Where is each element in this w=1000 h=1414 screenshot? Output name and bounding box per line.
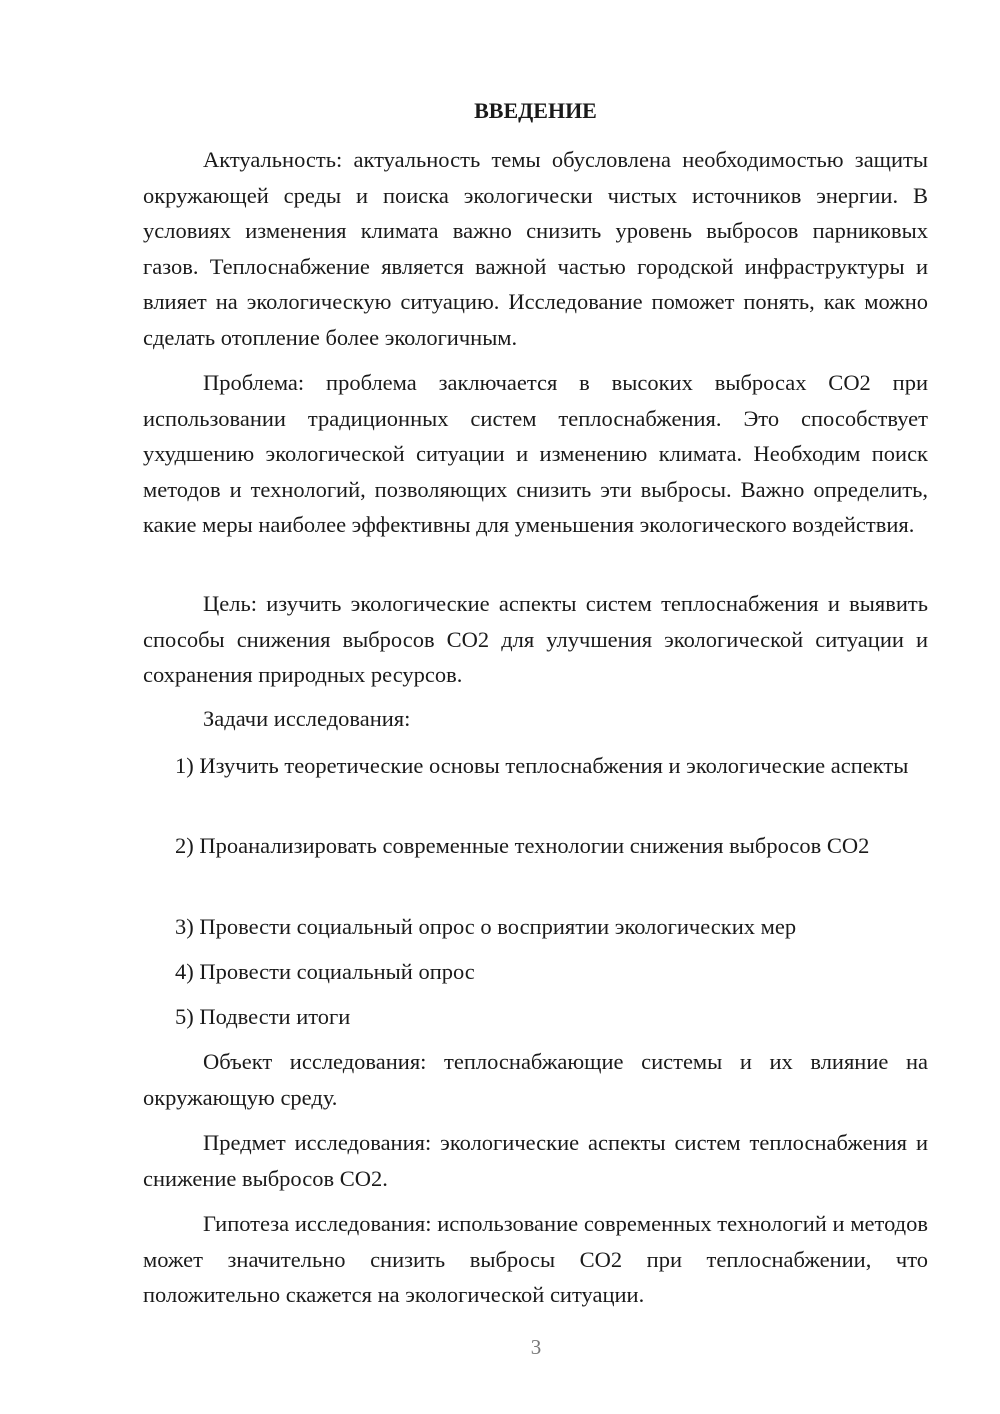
page-title: ВВЕДЕНИЕ (474, 98, 597, 123)
paragraph-subject: Предмет исследования: экологические аспекты систем теплоснабжения и снижение выбросов CO2. (143, 1130, 928, 1191)
page-number: 3 (530, 1335, 542, 1359)
paragraph-problem: Проблема: проблема заключается в высоких выбросах CO2 при использовании традиционных систем теплоснабжения. Это способствует ухудшению экологической ситуации и изменению климата. Необходим поиск методов и технологий, позволяющих снизить эти выбросы. Важно определить, какие меры наиболее эффективны для уменьшения экологического воздействия. (143, 370, 928, 537)
task-item-5: 5) Подвести итоги (175, 1004, 351, 1029)
paragraph-relevance: Актуальность: актуальность темы обусловлена необходимостью защиты окружающей среды и поиска экологически чистых источников энергии. В условиях изменения климата важно снизить уровень выбросов парниковых газов. Теплоснабжение является важной частью городской инфраструктуры и влияет на экологическую ситуацию. Исследование поможет понять, как можно сделать отопление более экологичным. (143, 147, 928, 350)
task-item-1: 1) Изучить теоретические основы теплоснабжения и экологические аспекты (175, 753, 909, 778)
tasks-heading: Задачи исследования: (203, 706, 411, 731)
paragraph-goal: Цель: изучить экологические аспекты систем теплоснабжения и выявить способы снижения выбросов CO2 для улучшения экологической ситуации и сохранения природных ресурсов. (143, 591, 928, 687)
paragraph-object: Объект исследования: теплоснабжающие системы и их влияние на окружающую среду. (143, 1049, 928, 1110)
task-item-4: 4) Провести социальный опрос (175, 959, 475, 984)
paragraph-hypothesis: Гипотеза исследования: использование современных технологий и методов может значительно снизить выбросы CO2 при теплоснабжении, что положительно скажется на экологической ситуации. (143, 1211, 928, 1307)
task-item-2: 2) Проанализировать современные технологии снижения выбросов CO2 (175, 833, 870, 858)
task-item-3: 3) Провести социальный опрос о восприятии экологических мер (175, 914, 797, 939)
